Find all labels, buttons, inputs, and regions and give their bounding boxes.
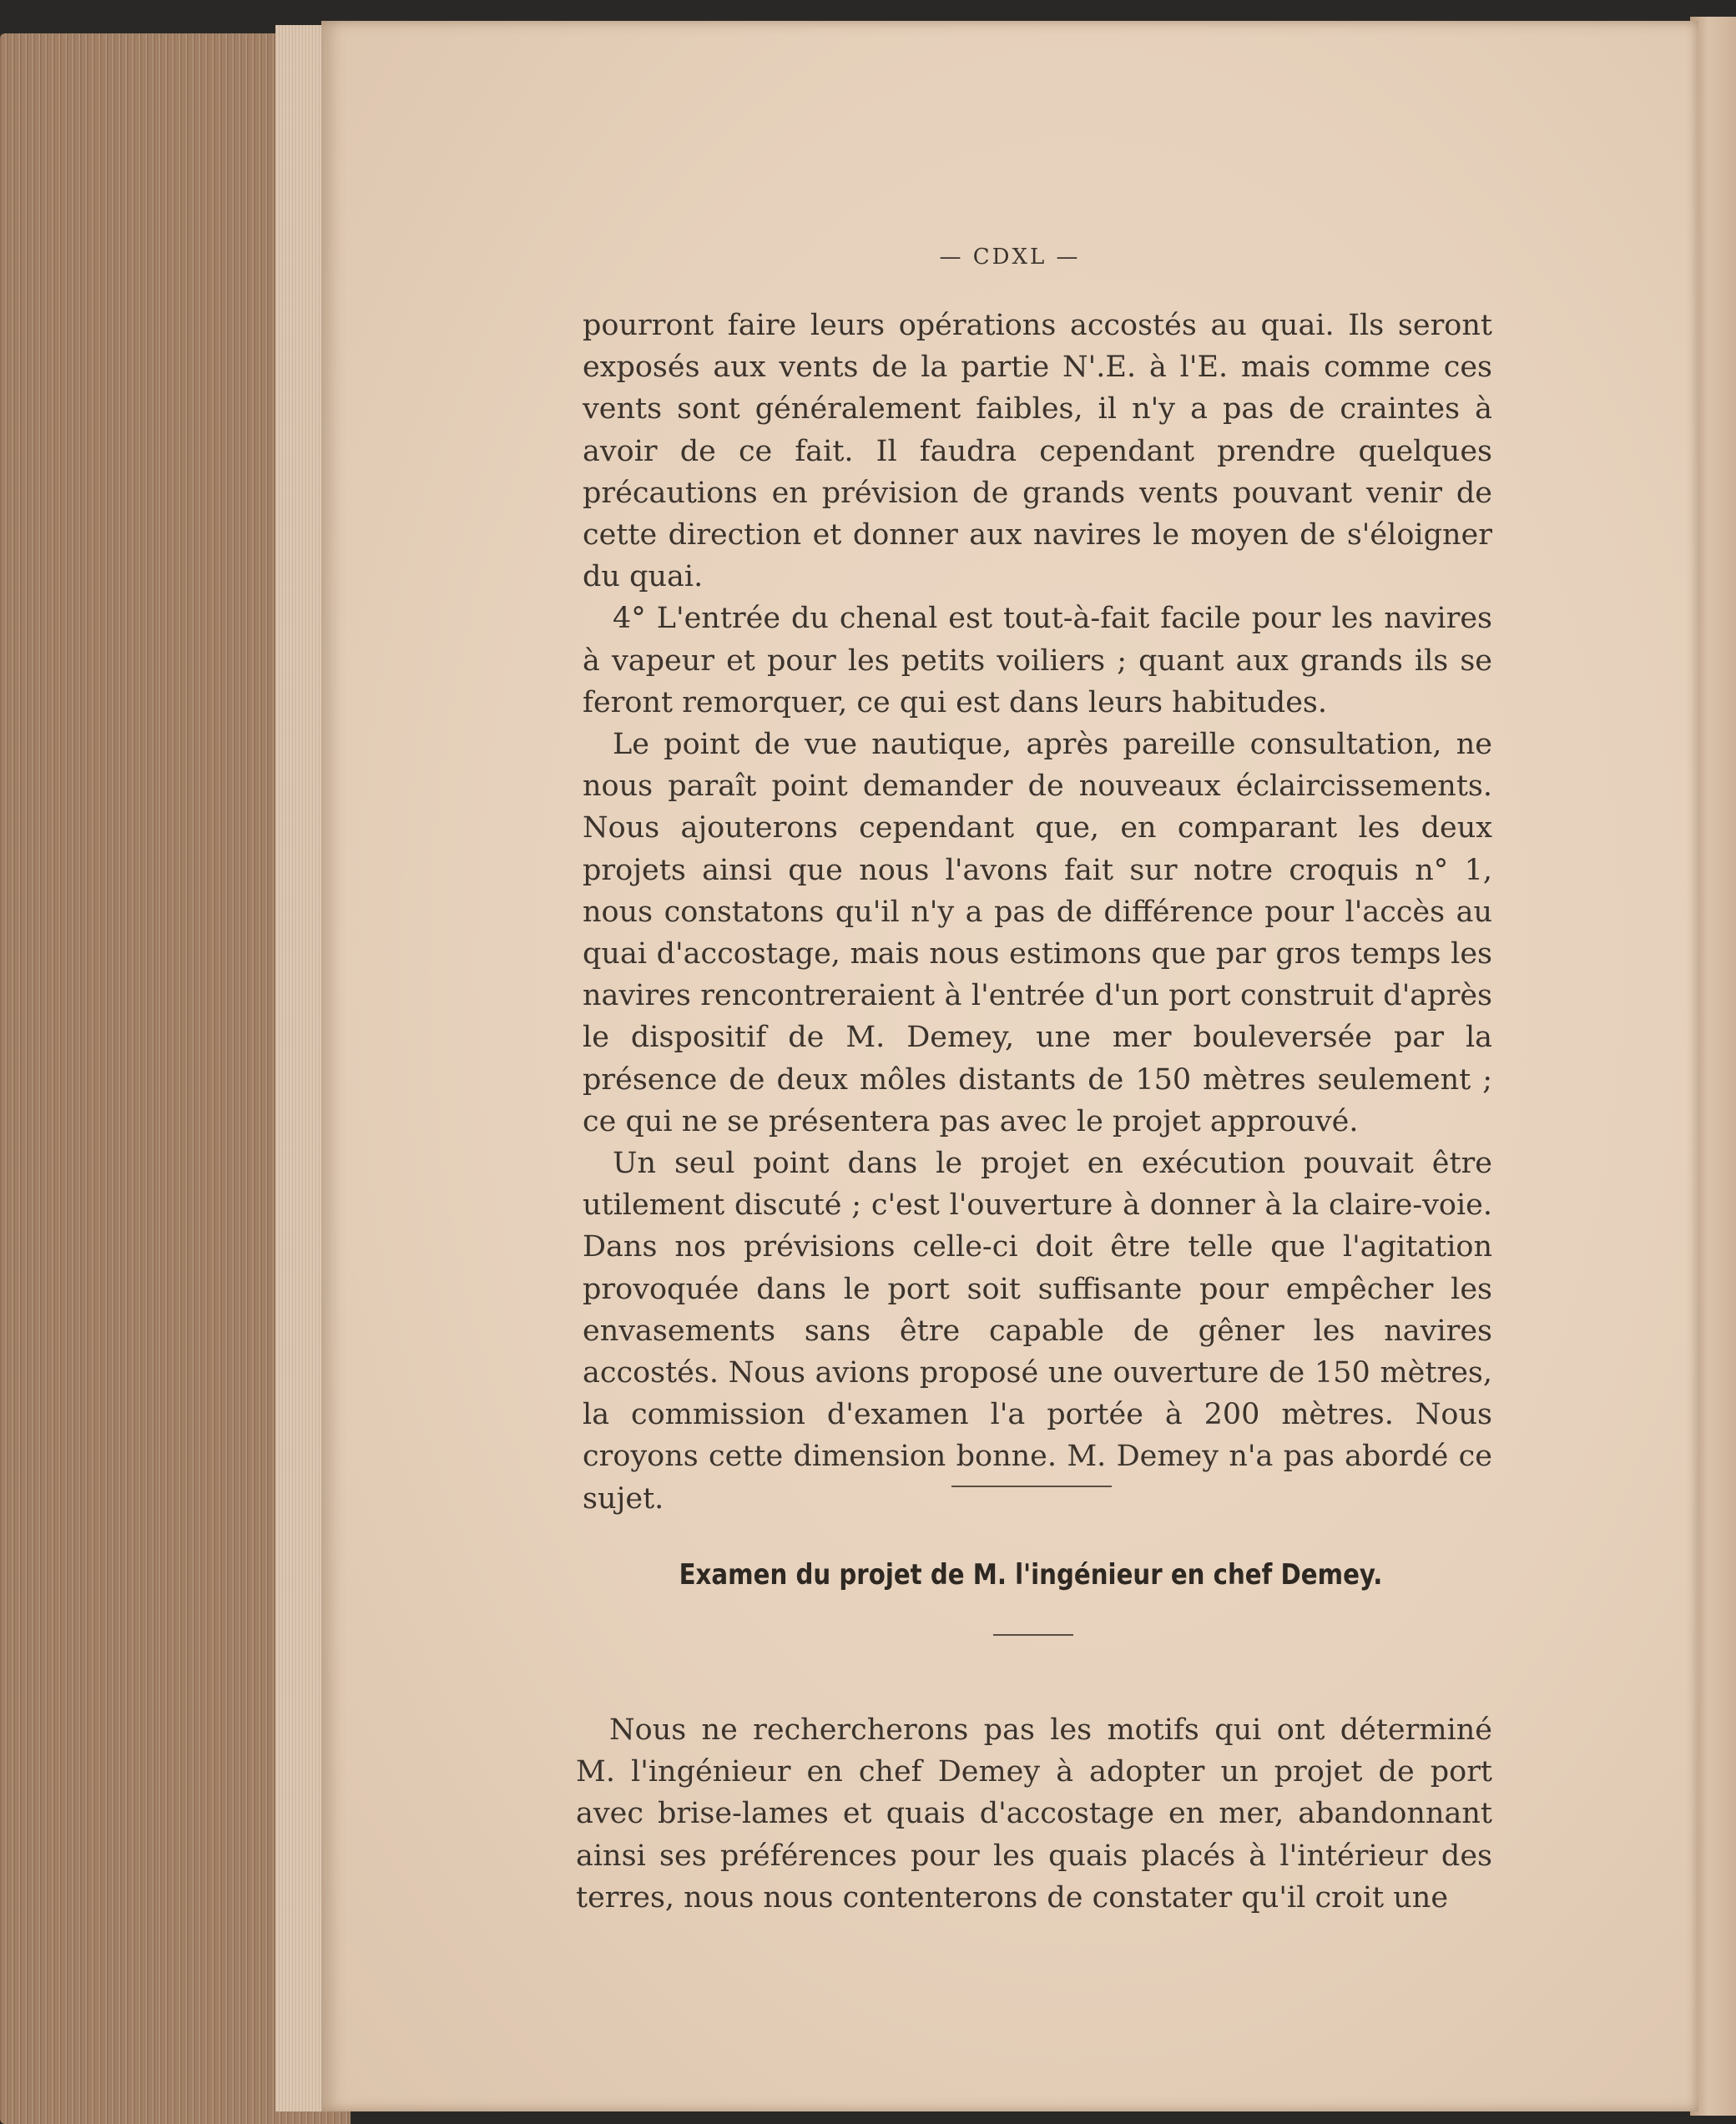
paragraph: Le point de vue nautique, après pareille consultation, ne nous paraît point demander de nouveaux éclaircissements. Nous ajouterons cependant que, en comparant les deux projets ainsi que nous l'avons fait sur notre croquis n° 1, nous constatons qu'il n'y a pas de différence pour l'accès au quai d'accostage, mais nous estimons que par gros temps les navires rencontreraient à l'entrée d'un port construit d'après le dispositif de M. Demey, une mer bouleversée par la présence de deux môles distants de 150 mètres seulement ; ce qui ne se présentera pas avec le projet approuvé. (583, 728, 1492, 1138)
section-body (576, 1709, 1492, 1919)
page-header: — CDXL — (939, 245, 1081, 270)
page-body (583, 305, 1492, 1520)
book-page (321, 21, 1698, 2111)
paragraph: pourront faire leurs opérations accostés au quai. Ils seront exposés aux vents de la partie N'.E. à l'E. mais comme ces vents sont généralement faibles, il n'y a pas de craintes à avoir de ce fait. Il faudra cependant prendre quelques précautions en prévision de grands vents pouvant venir de cette direction et donner aux navires le moyen de s'éloigner du quai. (583, 309, 1492, 594)
paragraph: Un seul point dans le projet en exécution pouvait être utilement discuté ; c'est l'ouverture à donner à la claire-voie. Dans nos prévisions celle-ci doit être telle que l'agitation provoquée dans le port soit suffisante pour empêcher les envasements sans être capable de gêner les navires accostés. Nous avions proposé une ouverture de 150 mètres, la commission d'examen l'a portée à 200 mètres. Nous croyons cette dimension bonne. M. Demey n'a pas abordé ce sujet. (583, 1147, 1492, 1516)
paragraph: 4° L'entrée du chenal est tout-à-fait facile pour les navires à vapeur et pour les petits voiliers ; quant aux grands ils se feront remorquer, ce qui est dans leurs habitudes. (583, 602, 1492, 719)
title-underline (993, 1634, 1073, 1636)
paragraph: Nous ne rechercherons pas les motifs qui ont déterminé M. l'ingénieur en chef Demey à adopter un projet de port avec brise-lames et quais d'accostage en mer, abandonnant ainsi ses préférences pour les quais placés à l'intérieur des terres, nous nous contenterons de constater qu'il croit une (576, 1713, 1492, 1915)
section-divider (951, 1486, 1112, 1487)
section-title: Examen du projet de M. l'ingénieur en chef Demey. (679, 1558, 1383, 1592)
